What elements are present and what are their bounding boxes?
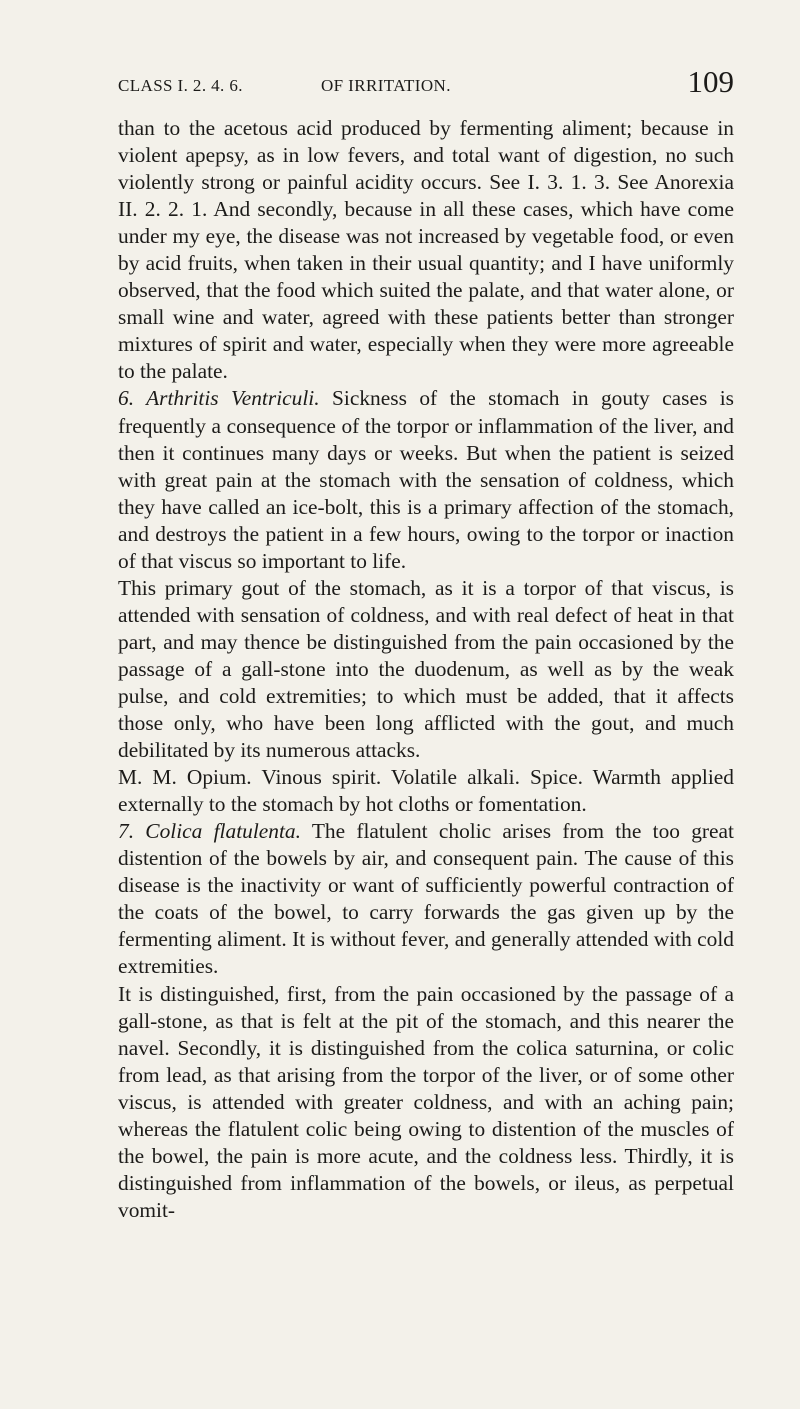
paragraph-2	[118, 385, 734, 574]
paragraph-text: It is distinguished, first, from the pain occasioned by the passage of a gall-stone, as that is felt at the pit of the stomach, and this nearer the navel. Secondly, it is distinguished from the colica saturnina, or colic from lead, as that arising from the torpor of the liver, or of some other viscus, is attended with greater coldness, and with an aching pain; whereas the flatulent colic being owing to distention of the muscles of the bowel, the pain is more acute, and the coldness less. Thirdly, it is distinguished from inflammation of the bowels, or ileus, as perpetual vomit-	[118, 981, 734, 1222]
paragraph-1	[118, 115, 734, 385]
paragraph-5	[118, 818, 734, 980]
paragraph-text: This primary gout of the stomach, as it is a torpor of that viscus, is attended with sensation of coldness, and with real defect of heat in that part, and may thence be distinguished from the pain occasioned by the passage of a gall-stone into the duodenum, as well as by the weak pulse, and cold extremities; to which must be added, that it affects those only, who have been long afflicted with the gout, and much debilitated by its numerous attacks.	[118, 575, 734, 763]
class-reference: CLASS I. 2. 4. 6.	[118, 76, 243, 95]
paragraph-3	[118, 575, 734, 764]
section-title: OF IRRITATION.	[321, 76, 451, 95]
page-number: 109	[687, 64, 734, 99]
paragraph-text: Sickness of the stomach in gouty cases is frequently a consequence of the torpor or inflammation of the liver, and then it continues many days or weeks. But when the patient is seized with great pain at the stomach with the sensation of coldness, which they have called an ice-bolt, this is a primary affection of the stomach, and destroys the patient in a few hours, owing to the torpor or inaction of that viscus so important to life.	[118, 386, 734, 573]
running-head	[118, 62, 734, 98]
paragraph-text: M. M. Opium. Vinous spirit. Volatile alkali. Spice. Warmth applied externally to the stomach by hot cloths or fomentation.	[118, 765, 734, 817]
body-text	[118, 115, 734, 1224]
paragraph-text: than to the acetous acid produced by fermenting aliment; because in violent apepsy, as in low fevers, and total want of digestion, no such violently strong or painful acidity occurs. See I. 3. 1. 3. See Anorexia II. 2. 2. 1. And secondly, because in all these cases, which have come under my eye, the disease was not increased by vegetable food, or even by acid fruits, when taken in their usual quantity; and I have uniformly observed, that the food which suited the palate, and that water alone, or small wine and water, agreed with these patients better than stronger mixtures of spirit and water, especially when they were more agreeable to the palate.	[118, 116, 734, 384]
paragraph-4	[118, 764, 734, 818]
section-heading: 6. Arthritis Ventriculi.	[118, 386, 320, 411]
section-heading: 7. Colica flatulenta.	[118, 819, 301, 844]
paragraph-text: The flatulent cholic arises from the too great distention of the bowels by air, and consequent pain. The cause of this disease is the inactivity or want of sufficiently powerful contraction of the coats of the bowel, to carry forwards the gas given up by the fermenting aliment. It is without fever, and generally attended with cold extremities.	[118, 819, 734, 979]
paragraph-6	[118, 981, 734, 1224]
